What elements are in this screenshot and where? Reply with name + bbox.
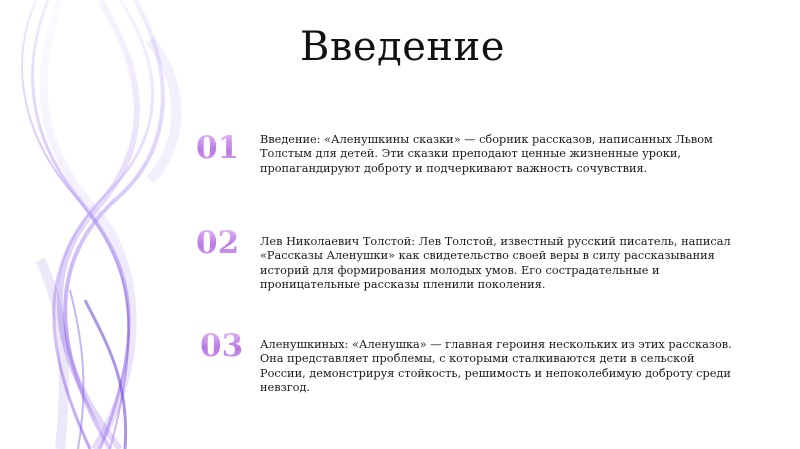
- page-title: Введение: [300, 24, 505, 70]
- item-text: Введение: «Аленушкины сказки» — сборник рассказов, написанных Львом Толстым для детей. Эти сказки преподают ценные жизненные уроки, пропагандируют доброту и подчеркивают важность сочувствия.: [260, 133, 713, 175]
- item-text: Лев Николаевич Толстой: Лев Толстой, известный русский писатель, написал «Рассказы Аленушки» как свидетельство своей веры в силу рассказывания историй для формирования молодых умов. Его сострадательные и проницательные рассказы пленили поколения.: [260, 235, 731, 291]
- item-number: 01: [196, 133, 248, 164]
- item-number: 03: [200, 331, 252, 362]
- item-text: Аленушкиных: «Аленушка» — главная героиня нескольких из этих рассказов. Она представляет проблемы, с которыми сталкиваются дети в сельской России, демонстрируя стойкость, решимость и непоколебимую доброту среди невзгод.: [260, 338, 732, 394]
- decorative-ribbon: [0, 0, 200, 449]
- item-number: 02: [196, 228, 248, 259]
